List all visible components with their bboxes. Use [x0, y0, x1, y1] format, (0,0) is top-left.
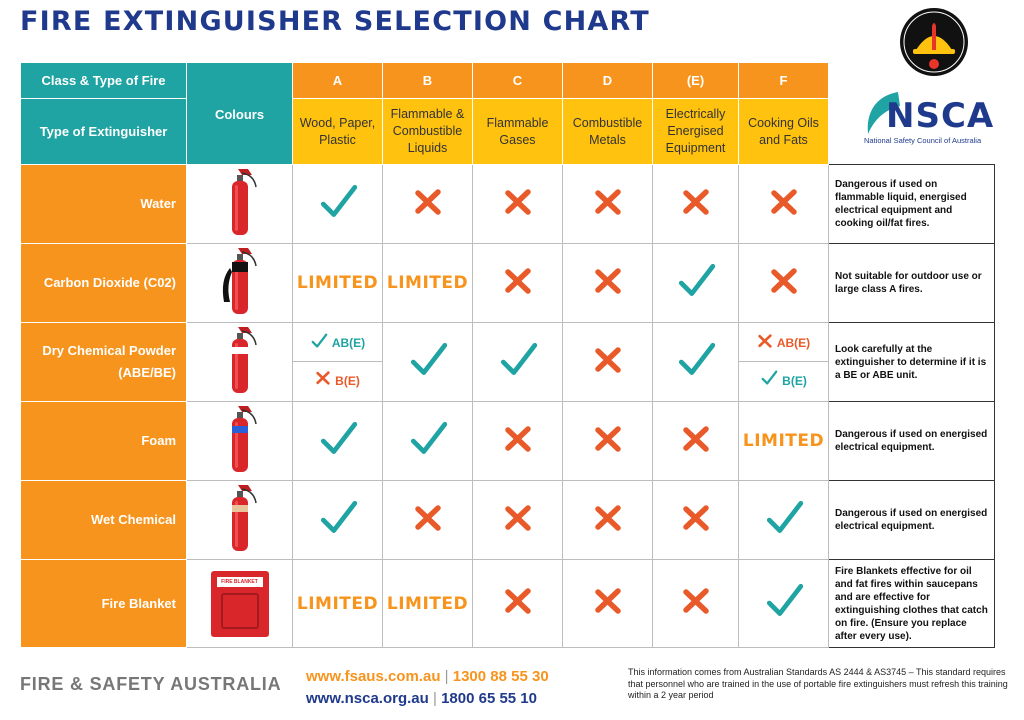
- fire-extinguisher-icon: [218, 303, 262, 320]
- logo-space: [829, 63, 995, 165]
- limited-label: LIMITED: [386, 273, 469, 293]
- row-label-co2: Carbon Dioxide (C02): [21, 244, 187, 323]
- footer-company: FIRE & SAFETY AUSTRALIA: [20, 674, 282, 694]
- row-label-fire-blanket: Fire Blanket: [21, 560, 187, 648]
- limited-label: LIMITED: [296, 593, 379, 614]
- extinguisher-image-co2: [187, 244, 293, 323]
- class-f-sublabel-no: AB(E): [776, 336, 811, 350]
- row-label-water: Water: [21, 165, 187, 244]
- fire-extinguisher-icon: [218, 540, 262, 557]
- class-desc-c: Flammable Gases: [473, 99, 563, 165]
- table-row-fire-blanket: [21, 560, 995, 648]
- check-icon: [675, 260, 717, 307]
- footer-phone-fsaus: 1300 88 55 30: [452, 668, 549, 685]
- extinguisher-image-foam: [187, 402, 293, 481]
- class-code-f: F: [739, 63, 829, 99]
- footer-phone-nsca: 1800 65 55 10: [441, 690, 537, 707]
- header-type-extinguisher: Type of Extinguisher: [21, 99, 187, 165]
- nsca-subtitle: National Safety Council of Australia: [864, 136, 982, 145]
- check-icon: [763, 580, 805, 627]
- row-label-dry-chemical: Dry Chemical Powder (ABE/BE): [21, 323, 187, 402]
- cross-icon: [503, 586, 533, 621]
- extinguisher-image-dry-chemical: [187, 323, 293, 402]
- check-icon: [407, 418, 449, 465]
- table-row-foam: [21, 402, 995, 481]
- note-foam: Dangerous if used on energised electrical equipment.: [829, 402, 995, 481]
- cross-icon: [503, 424, 533, 459]
- footer-separator: |: [444, 668, 449, 685]
- note-co2: Not suitable for outdoor use or large class A fires.: [829, 244, 995, 323]
- nsca-wordmark: NSCA: [886, 96, 995, 136]
- class-desc-b: Flammable & Combustible Liquids: [383, 99, 473, 165]
- class-desc-d: Combustible Metals: [563, 99, 653, 165]
- footer-url-nsca[interactable]: www.nsca.org.au: [306, 690, 429, 707]
- cross-icon: [315, 370, 331, 391]
- cross-icon: [413, 187, 443, 222]
- fire-extinguisher-icon: [218, 224, 262, 241]
- header-colours: Colours: [187, 63, 293, 165]
- footer-disclaimer: This information comes from Australian Standards AS 2444 & AS3745 – This standard requires that personnel who are trained in the use of portable fire extinguishers must refresh this training within a 2 year period: [628, 667, 1008, 700]
- class-code-d: D: [563, 63, 653, 99]
- page-title: FIRE EXTINGUISHER SELECTION CHART: [20, 6, 650, 37]
- class-desc-f: Cooking Oils and Fats: [739, 99, 829, 165]
- extinguisher-image-wet-chemical: [187, 481, 293, 560]
- note-wet-chemical: Dangerous if used on energised electrical equipment.: [829, 481, 995, 560]
- check-icon: [317, 418, 359, 465]
- cross-icon: [593, 187, 623, 222]
- check-icon: [763, 497, 805, 544]
- footer-separator: |: [432, 690, 437, 707]
- class-a-sublabel-yes: AB(E): [331, 336, 366, 350]
- limited-label: LIMITED: [742, 431, 825, 451]
- cross-icon: [593, 424, 623, 459]
- extinguisher-image-water: [187, 165, 293, 244]
- class-code-b: B: [383, 63, 473, 99]
- cross-icon: [681, 424, 711, 459]
- cross-icon: [413, 503, 443, 538]
- class-desc-e: Electrically Energised Equipment: [653, 99, 739, 165]
- fire-blanket-tag: FIRE BLANKET: [217, 577, 263, 587]
- cross-icon: [593, 345, 623, 380]
- fire-blanket-image: [187, 560, 293, 648]
- check-icon: [317, 181, 359, 228]
- selection-chart: [20, 62, 995, 648]
- table-row-wet-chemical: [21, 481, 995, 560]
- table-row-co2: [21, 244, 995, 323]
- limited-label: LIMITED: [386, 593, 469, 614]
- cross-icon: [769, 187, 799, 222]
- check-icon: [310, 332, 328, 355]
- check-icon: [675, 339, 717, 386]
- cross-icon: [681, 586, 711, 621]
- footer-contacts: [306, 666, 549, 710]
- note-dry-chemical: Look carefully at the extinguisher to determine if it is a BE or ABE unit.: [829, 323, 995, 402]
- class-code-a: A: [293, 63, 383, 99]
- footer-url-fsaus[interactable]: www.fsaus.com.au: [306, 668, 441, 685]
- cross-icon: [681, 503, 711, 538]
- cross-icon: [681, 187, 711, 222]
- cross-icon: [757, 333, 773, 354]
- cross-icon: [593, 266, 623, 301]
- table-row-water: [21, 165, 995, 244]
- cross-icon: [503, 187, 533, 222]
- note-fire-blanket: Fire Blankets effective for oil and fat fires within saucepans and are effective for extinguishing clothes that catch on fire. (Ensure you replace after every use).: [829, 560, 995, 648]
- fire-extinguisher-icon: [218, 461, 262, 478]
- check-icon: [497, 339, 539, 386]
- fire-extinguisher-icon: [218, 382, 262, 399]
- cross-icon: [593, 586, 623, 621]
- cross-icon: [503, 503, 533, 538]
- row-label-wet-chemical: Wet Chemical: [21, 481, 187, 560]
- class-code-c: C: [473, 63, 563, 99]
- limited-label: LIMITED: [296, 273, 379, 293]
- check-icon: [407, 339, 449, 386]
- class-desc-a: Wood, Paper, Plastic: [293, 99, 383, 165]
- cross-icon: [503, 266, 533, 301]
- note-water: Dangerous if used on flammable liquid, energised electrical equipment and cooking oil/fat fires.: [829, 165, 995, 244]
- header-class-type: Class & Type of Fire: [21, 63, 187, 99]
- cross-icon: [769, 266, 799, 301]
- cross-icon: [593, 503, 623, 538]
- class-f-sublabel-yes: B(E): [782, 373, 807, 388]
- check-icon: [317, 497, 359, 544]
- check-icon: [760, 369, 778, 392]
- table-row-dry-chemical: [21, 323, 995, 402]
- class-code-e: (E): [653, 63, 739, 99]
- class-a-sublabel-no: B(E): [335, 373, 360, 388]
- row-label-foam: Foam: [21, 402, 187, 481]
